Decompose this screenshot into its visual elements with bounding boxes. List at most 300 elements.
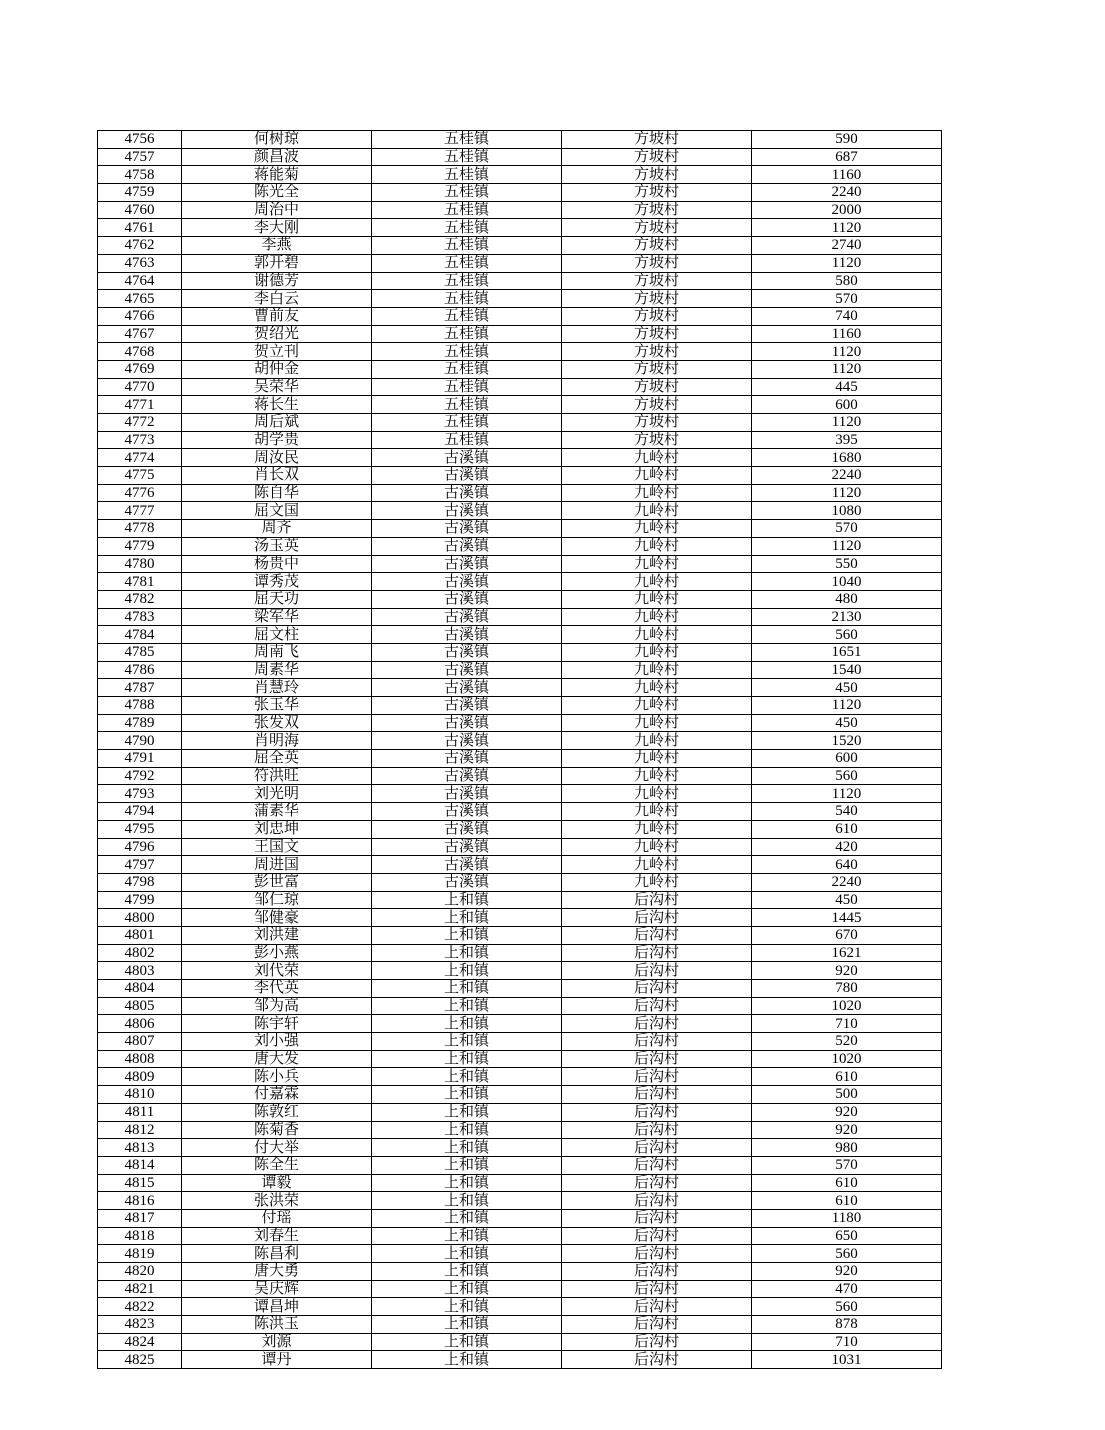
name-cell: 李白云 [182,290,372,308]
town-cell: 上和镇 [372,1068,562,1086]
table-row [98,219,942,237]
amount-cell: 1120 [752,254,942,272]
town-cell: 古溪镇 [372,608,562,626]
amount-cell: 1520 [752,732,942,750]
town-cell: 古溪镇 [372,537,562,555]
town-cell: 上和镇 [372,1280,562,1298]
row-number-cell: 4803 [98,962,182,980]
name-cell: 陈自华 [182,484,372,502]
row-number-cell: 4770 [98,378,182,396]
table-row [98,307,942,325]
name-cell: 陈昌利 [182,1245,372,1263]
name-cell: 邹为高 [182,997,372,1015]
town-cell: 古溪镇 [372,820,562,838]
row-number-cell: 4813 [98,1139,182,1157]
name-cell: 屈文柱 [182,626,372,644]
amount-cell: 1445 [752,909,942,927]
table-row [98,1280,942,1298]
village-cell: 九岭村 [562,697,752,715]
table-row [98,1209,942,1227]
row-number-cell: 4820 [98,1263,182,1281]
table-row [98,997,942,1015]
name-cell: 张玉华 [182,697,372,715]
table-row [98,750,942,768]
village-cell: 后沟村 [562,1351,752,1369]
table-row [98,1192,942,1210]
town-cell: 古溪镇 [372,467,562,485]
amount-cell: 1680 [752,449,942,467]
amount-cell: 450 [752,679,942,697]
town-cell: 古溪镇 [372,590,562,608]
amount-cell: 687 [752,148,942,166]
table-row [98,891,942,909]
table-row [98,343,942,361]
town-cell: 上和镇 [372,1227,562,1245]
amount-cell: 1120 [752,414,942,432]
town-cell: 上和镇 [372,1156,562,1174]
amount-cell: 2240 [752,184,942,202]
name-cell: 陈光全 [182,184,372,202]
table-row [98,1015,942,1033]
row-number-cell: 4782 [98,590,182,608]
table-row [98,131,942,149]
row-number-cell: 4802 [98,944,182,962]
amount-cell: 1031 [752,1351,942,1369]
name-cell: 杨贵中 [182,555,372,573]
row-number-cell: 4807 [98,1033,182,1051]
village-cell: 后沟村 [562,1121,752,1139]
village-cell: 九岭村 [562,820,752,838]
name-cell: 刘代荣 [182,962,372,980]
name-cell: 陈敦红 [182,1103,372,1121]
village-cell: 九岭村 [562,785,752,803]
name-cell: 张洪荣 [182,1192,372,1210]
row-number-cell: 4805 [98,997,182,1015]
row-number-cell: 4785 [98,643,182,661]
row-number-cell: 4779 [98,537,182,555]
row-number-cell: 4817 [98,1209,182,1227]
town-cell: 上和镇 [372,1263,562,1281]
amount-cell: 878 [752,1316,942,1334]
amount-cell: 500 [752,1086,942,1104]
row-number-cell: 4823 [98,1316,182,1334]
town-cell: 上和镇 [372,1139,562,1157]
village-cell: 后沟村 [562,1139,752,1157]
village-cell: 方坡村 [562,396,752,414]
amount-cell: 600 [752,396,942,414]
name-cell: 李燕 [182,237,372,255]
table-row [98,555,942,573]
name-cell: 周南飞 [182,643,372,661]
row-number-cell: 4786 [98,661,182,679]
town-cell: 五桂镇 [372,360,562,378]
amount-cell: 740 [752,307,942,325]
town-cell: 五桂镇 [372,184,562,202]
town-cell: 上和镇 [372,1050,562,1068]
village-cell: 方坡村 [562,325,752,343]
name-cell: 曹前友 [182,307,372,325]
table-row [98,449,942,467]
name-cell: 贺绍光 [182,325,372,343]
amount-cell: 1540 [752,661,942,679]
town-cell: 古溪镇 [372,679,562,697]
amount-cell: 560 [752,1245,942,1263]
row-number-cell: 4778 [98,520,182,538]
village-cell: 方坡村 [562,254,752,272]
name-cell: 屈天功 [182,590,372,608]
row-number-cell: 4822 [98,1298,182,1316]
row-number-cell: 4756 [98,131,182,149]
name-cell: 邹健豪 [182,909,372,927]
amount-cell: 920 [752,1103,942,1121]
village-cell: 九岭村 [562,449,752,467]
town-cell: 古溪镇 [372,750,562,768]
name-cell: 郭开碧 [182,254,372,272]
village-cell: 九岭村 [562,767,752,785]
row-number-cell: 4783 [98,608,182,626]
town-cell: 古溪镇 [372,732,562,750]
amount-cell: 420 [752,838,942,856]
village-cell: 后沟村 [562,1209,752,1227]
row-number-cell: 4762 [98,237,182,255]
row-number-cell: 4821 [98,1280,182,1298]
name-cell: 周后斌 [182,414,372,432]
row-number-cell: 4816 [98,1192,182,1210]
row-number-cell: 4814 [98,1156,182,1174]
village-cell: 九岭村 [562,467,752,485]
name-cell: 陈小兵 [182,1068,372,1086]
name-cell: 唐大勇 [182,1263,372,1281]
table-row [98,414,942,432]
amount-cell: 480 [752,590,942,608]
amount-cell: 610 [752,820,942,838]
row-number-cell: 4797 [98,856,182,874]
row-number-cell: 4763 [98,254,182,272]
village-cell: 九岭村 [562,537,752,555]
town-cell: 古溪镇 [372,626,562,644]
row-number-cell: 4811 [98,1103,182,1121]
table-row [98,697,942,715]
amount-cell: 450 [752,714,942,732]
town-cell: 五桂镇 [372,431,562,449]
village-cell: 九岭村 [562,573,752,591]
village-cell: 方坡村 [562,166,752,184]
amount-cell: 610 [752,1174,942,1192]
table-row [98,873,942,891]
row-number-cell: 4788 [98,697,182,715]
table-row [98,254,942,272]
table-row [98,608,942,626]
town-cell: 五桂镇 [372,219,562,237]
village-cell: 九岭村 [562,856,752,874]
name-cell: 周齐 [182,520,372,538]
table-row [98,290,942,308]
village-cell: 九岭村 [562,520,752,538]
name-cell: 彭世富 [182,873,372,891]
table-row [98,679,942,697]
name-cell: 何树琼 [182,131,372,149]
town-cell: 上和镇 [372,1174,562,1192]
row-number-cell: 4806 [98,1015,182,1033]
amount-cell: 2240 [752,873,942,891]
town-cell: 上和镇 [372,1033,562,1051]
table-row [98,962,942,980]
name-cell: 蒲素华 [182,803,372,821]
village-cell: 九岭村 [562,484,752,502]
town-cell: 五桂镇 [372,396,562,414]
name-cell: 刘忠坤 [182,820,372,838]
amount-cell: 2130 [752,608,942,626]
amount-cell: 450 [752,891,942,909]
table-row [98,537,942,555]
row-number-cell: 4787 [98,679,182,697]
town-cell: 上和镇 [372,1333,562,1351]
table-row [98,484,942,502]
table-row [98,520,942,538]
table-row [98,1174,942,1192]
town-cell: 古溪镇 [372,838,562,856]
table-row [98,590,942,608]
amount-cell: 920 [752,962,942,980]
table-row [98,909,942,927]
row-number-cell: 4794 [98,803,182,821]
amount-cell: 980 [752,1139,942,1157]
town-cell: 上和镇 [372,909,562,927]
amount-cell: 920 [752,1263,942,1281]
table-row [98,767,942,785]
amount-cell: 1020 [752,997,942,1015]
row-number-cell: 4795 [98,820,182,838]
town-cell: 五桂镇 [372,131,562,149]
village-cell: 后沟村 [562,1227,752,1245]
village-cell: 方坡村 [562,378,752,396]
town-cell: 古溪镇 [372,661,562,679]
amount-cell: 1651 [752,643,942,661]
name-cell: 付嘉霖 [182,1086,372,1104]
village-cell: 九岭村 [562,590,752,608]
amount-cell: 2740 [752,237,942,255]
town-cell: 上和镇 [372,962,562,980]
table-row [98,643,942,661]
table-row [98,820,942,838]
amount-cell: 2240 [752,467,942,485]
row-number-cell: 4815 [98,1174,182,1192]
name-cell: 汤玉英 [182,537,372,555]
town-cell: 五桂镇 [372,237,562,255]
amount-cell: 570 [752,1156,942,1174]
table-row [98,626,942,644]
name-cell: 王国文 [182,838,372,856]
town-cell: 古溪镇 [372,484,562,502]
village-cell: 后沟村 [562,1050,752,1068]
row-number-cell: 4771 [98,396,182,414]
amount-cell: 670 [752,926,942,944]
village-cell: 后沟村 [562,1174,752,1192]
village-cell: 后沟村 [562,1192,752,1210]
name-cell: 周素华 [182,661,372,679]
town-cell: 古溪镇 [372,643,562,661]
village-cell: 九岭村 [562,502,752,520]
name-cell: 陈洪玉 [182,1316,372,1334]
table-row [98,661,942,679]
table-row [98,1245,942,1263]
amount-cell: 710 [752,1333,942,1351]
row-number-cell: 4789 [98,714,182,732]
town-cell: 古溪镇 [372,449,562,467]
name-cell: 周进国 [182,856,372,874]
name-cell: 肖明海 [182,732,372,750]
name-cell: 刘春生 [182,1227,372,1245]
amount-cell: 610 [752,1192,942,1210]
row-number-cell: 4767 [98,325,182,343]
amount-cell: 1080 [752,502,942,520]
row-number-cell: 4758 [98,166,182,184]
amount-cell: 1160 [752,166,942,184]
town-cell: 古溪镇 [372,856,562,874]
name-cell: 周治中 [182,201,372,219]
table-row [98,856,942,874]
name-cell: 李代英 [182,980,372,998]
amount-cell: 1120 [752,343,942,361]
name-cell: 肖慧玲 [182,679,372,697]
town-cell: 五桂镇 [372,290,562,308]
row-number-cell: 4790 [98,732,182,750]
village-cell: 后沟村 [562,1033,752,1051]
village-cell: 九岭村 [562,626,752,644]
row-number-cell: 4773 [98,431,182,449]
name-cell: 陈菊香 [182,1121,372,1139]
table-row [98,148,942,166]
village-cell: 方坡村 [562,201,752,219]
table-row [98,378,942,396]
town-cell: 上和镇 [372,1316,562,1334]
table-row [98,396,942,414]
town-cell: 上和镇 [372,926,562,944]
name-cell: 谭毅 [182,1174,372,1192]
village-cell: 后沟村 [562,1245,752,1263]
village-cell: 九岭村 [562,555,752,573]
table-row [98,1050,942,1068]
name-cell: 张发双 [182,714,372,732]
town-cell: 上和镇 [372,1192,562,1210]
name-cell: 符洪旺 [182,767,372,785]
village-cell: 后沟村 [562,1103,752,1121]
village-cell: 九岭村 [562,873,752,891]
village-cell: 九岭村 [562,838,752,856]
town-cell: 上和镇 [372,1298,562,1316]
amount-cell: 920 [752,1121,942,1139]
row-number-cell: 4768 [98,343,182,361]
table-row [98,838,942,856]
table-body [98,131,942,1369]
row-number-cell: 4777 [98,502,182,520]
row-number-cell: 4761 [98,219,182,237]
table-row [98,732,942,750]
town-cell: 五桂镇 [372,272,562,290]
row-number-cell: 4808 [98,1050,182,1068]
village-cell: 方坡村 [562,343,752,361]
village-cell: 后沟村 [562,944,752,962]
town-cell: 古溪镇 [372,873,562,891]
town-cell: 上和镇 [372,1121,562,1139]
town-cell: 上和镇 [372,997,562,1015]
row-number-cell: 4775 [98,467,182,485]
table-row [98,1298,942,1316]
row-number-cell: 4766 [98,307,182,325]
table-row [98,573,942,591]
amount-cell: 600 [752,750,942,768]
amount-cell: 1120 [752,484,942,502]
amount-cell: 2000 [752,201,942,219]
village-cell: 方坡村 [562,360,752,378]
name-cell: 谭秀茂 [182,573,372,591]
town-cell: 古溪镇 [372,502,562,520]
row-number-cell: 4776 [98,484,182,502]
name-cell: 胡仲金 [182,360,372,378]
name-cell: 陈全生 [182,1156,372,1174]
amount-cell: 560 [752,767,942,785]
row-number-cell: 4765 [98,290,182,308]
amount-cell: 1120 [752,360,942,378]
town-cell: 上和镇 [372,1103,562,1121]
village-cell: 后沟村 [562,1280,752,1298]
town-cell: 古溪镇 [372,767,562,785]
row-number-cell: 4791 [98,750,182,768]
row-number-cell: 4774 [98,449,182,467]
village-cell: 方坡村 [562,219,752,237]
table-row [98,1086,942,1104]
name-cell: 吴荣华 [182,378,372,396]
row-number-cell: 4812 [98,1121,182,1139]
town-cell: 五桂镇 [372,325,562,343]
amount-cell: 1120 [752,697,942,715]
town-cell: 古溪镇 [372,714,562,732]
town-cell: 上和镇 [372,1351,562,1369]
town-cell: 五桂镇 [372,343,562,361]
village-cell: 方坡村 [562,131,752,149]
amount-cell: 540 [752,803,942,821]
row-number-cell: 4759 [98,184,182,202]
name-cell: 屈文国 [182,502,372,520]
town-cell: 五桂镇 [372,201,562,219]
town-cell: 古溪镇 [372,573,562,591]
row-number-cell: 4799 [98,891,182,909]
table-row [98,1227,942,1245]
village-cell: 后沟村 [562,1068,752,1086]
amount-cell: 580 [752,272,942,290]
row-number-cell: 4781 [98,573,182,591]
amount-cell: 1040 [752,573,942,591]
row-number-cell: 4769 [98,360,182,378]
village-cell: 方坡村 [562,148,752,166]
village-cell: 后沟村 [562,1298,752,1316]
table-row [98,201,942,219]
amount-cell: 570 [752,520,942,538]
town-cell: 上和镇 [372,1209,562,1227]
row-number-cell: 4801 [98,926,182,944]
amount-cell: 590 [752,131,942,149]
village-cell: 后沟村 [562,926,752,944]
table-row [98,1068,942,1086]
name-cell: 谭丹 [182,1351,372,1369]
village-cell: 方坡村 [562,290,752,308]
town-cell: 上和镇 [372,891,562,909]
amount-cell: 470 [752,1280,942,1298]
table-row [98,803,942,821]
name-cell: 蒋长生 [182,396,372,414]
name-cell: 刘源 [182,1333,372,1351]
village-cell: 后沟村 [562,909,752,927]
